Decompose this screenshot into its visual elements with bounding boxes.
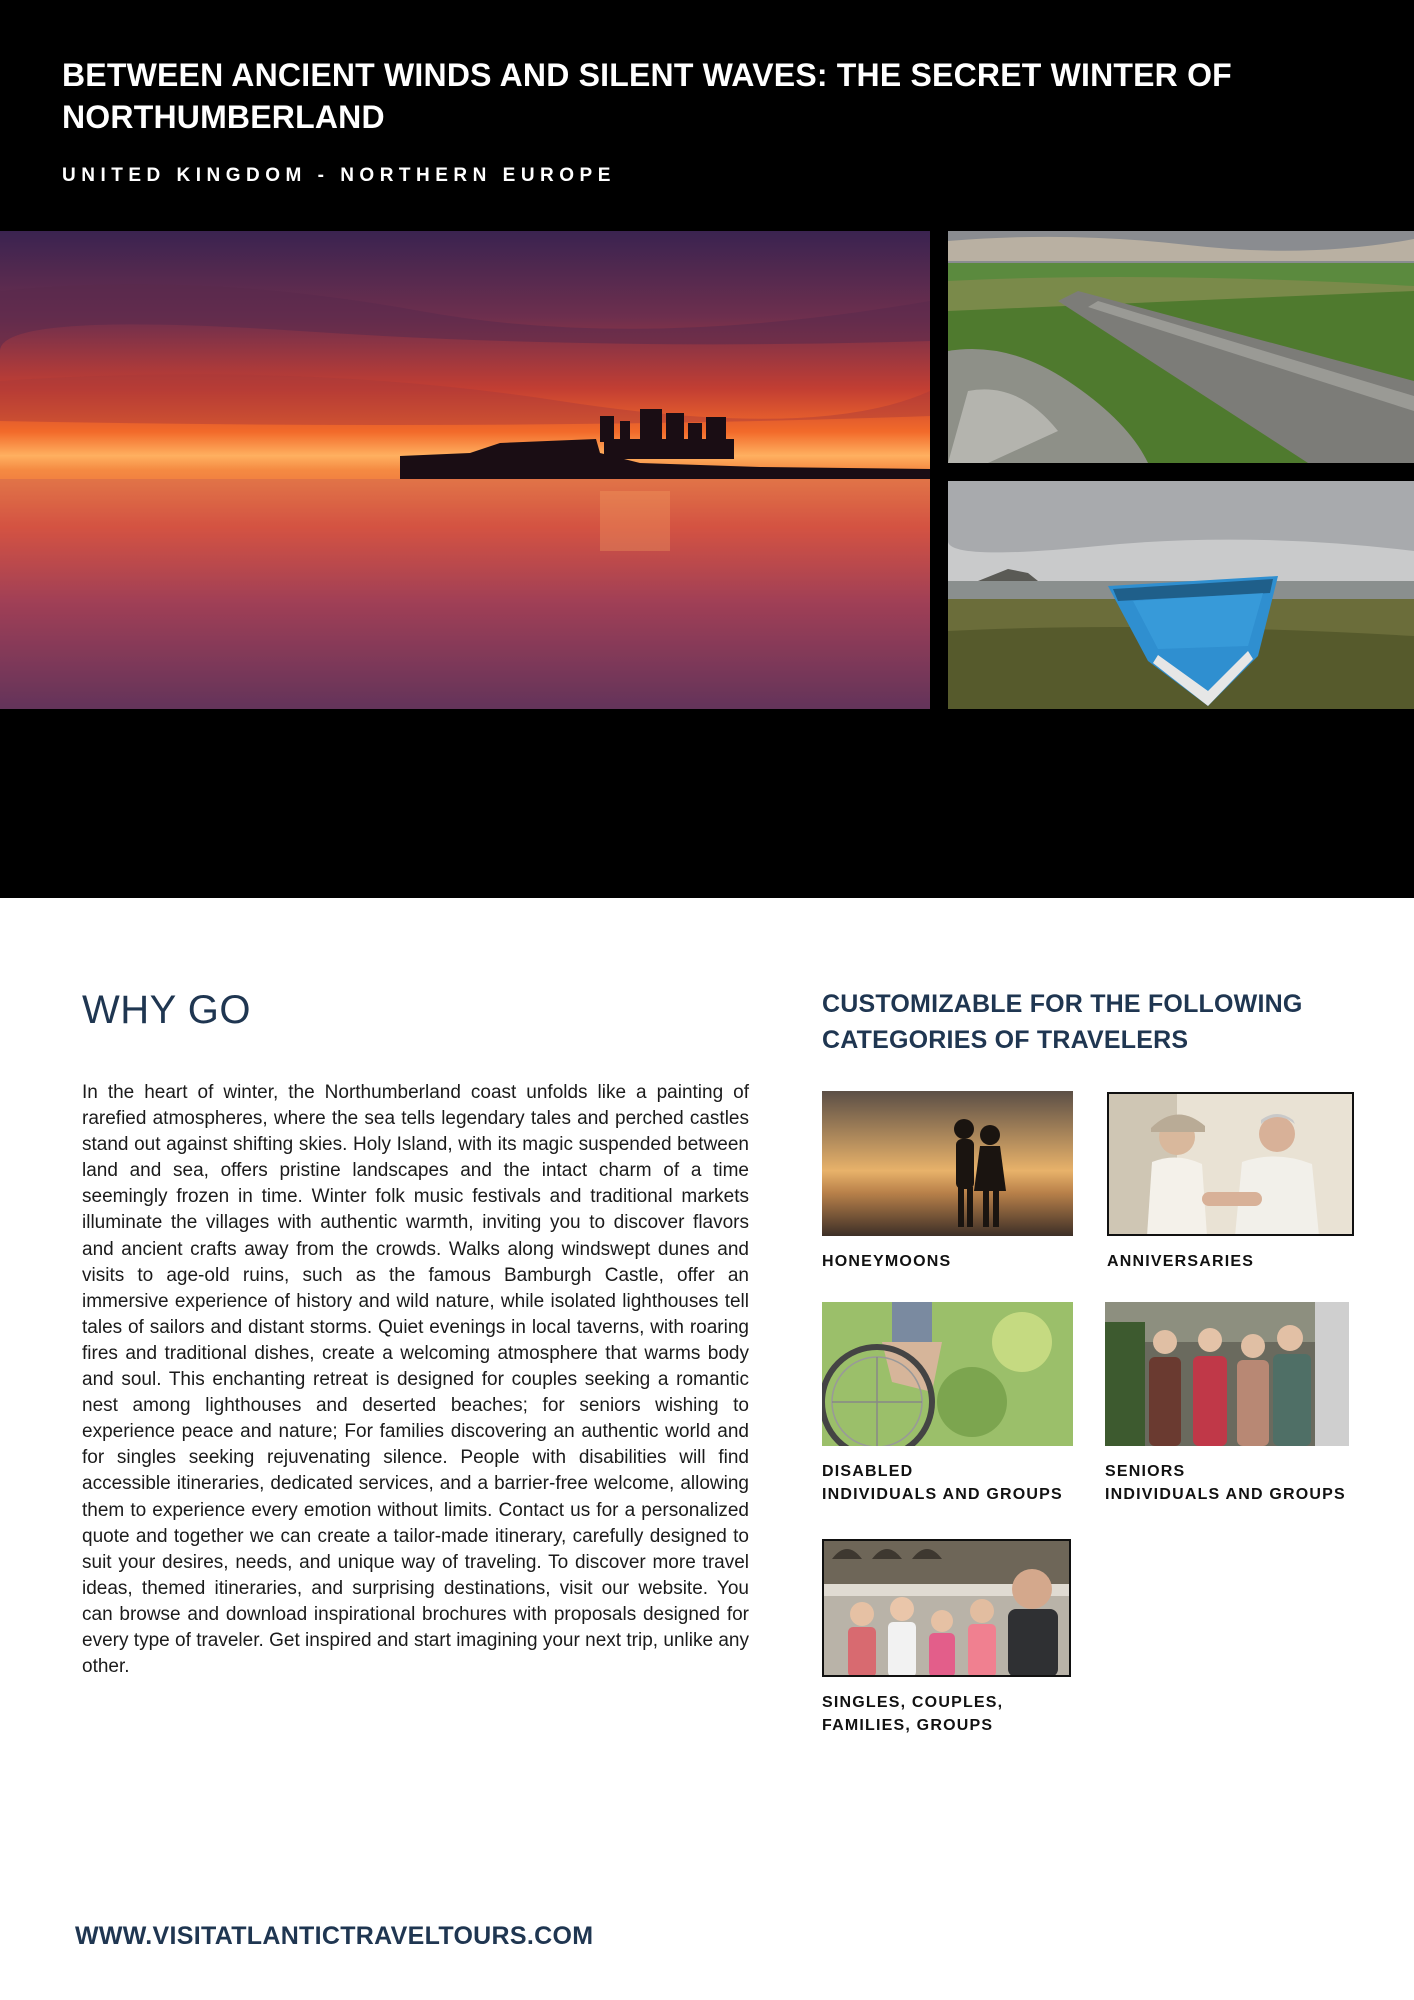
category-label-honeymoons: HONEYMOONS	[822, 1253, 952, 1270]
disabled-travelers-photo	[822, 1302, 1073, 1446]
stone-wall-landscape-photo	[948, 231, 1414, 463]
category-label-anniversaries: ANNIVERSARIES	[1107, 1253, 1255, 1270]
anniversaries-photo	[1107, 1092, 1354, 1236]
category-label-disabled: DISABLED INDIVIDUALS AND GROUPS	[822, 1463, 1063, 1503]
honeymoons-photo	[822, 1091, 1073, 1236]
page-subtitle: UNITED KINGDOM - NORTHERN EUROPE	[62, 165, 616, 186]
page-title: BETWEEN ANCIENT WINDS AND SILENT WAVES: THE SECRET WINTER OF NORTHUMBERLAND	[62, 57, 1232, 135]
category-label-seniors: SENIORS INDIVIDUALS AND GROUPS	[1105, 1463, 1346, 1503]
website-link[interactable]: WWW.VISITATLANTICTRAVELTOURS.COM	[75, 1922, 594, 1950]
why-go-description: In the heart of winter, the Northumberland coast unfolds like a painting of rarefied atmospheres, where the sea tells legendary tales and perched castles stand out against shifting skies. Holy Island, with its magic suspended between land and sea, offers pristine landscapes and the intact charm of a time seemingly frozen in time. Winter folk music festivals and traditional markets illuminate the villages with authentic warmth, inviting you to discover flavors and ancient crafts away from the crowds. Walks along windswept dunes and visits to age-old ruins, such as the famous Bamburgh Castle, offer an immersive experience of history and wild nature, while isolated lighthouses tell tales of sailors and distant storms. Quiet evenings in local taverns, with roaring fires and traditional dishes, create a welcoming atmosphere that warms body and soul. This enchanting retreat is designed for couples seeking a romantic nest among lighthouses and deserted beaches; for seniors wishing to experience peace and nature; For families discovering an authentic world and for singles seeking rejuvenating silence. People with disabilities will find accessible itineraries, dedicated services, and a barrier-free welcome, allowing them to experience every emotion without limits. Contact us for a personalized quote and together we can create a tailor-made itinerary, carefully designed to suit your desires, needs, and unique way of traveling. To discover more travel ideas, themed itineraries, and surprising destinations, visit our website. You can browse and download inspirational brochures with proposals designed for every type of traveler. Get inspired and start imagining your next trip, unlike any other.	[82, 1082, 749, 1678]
families-photo	[822, 1539, 1071, 1677]
hero-banner	[0, 0, 1414, 898]
blue-boat-photo	[948, 481, 1414, 709]
seniors-photo	[1105, 1302, 1349, 1446]
category-label-singles-families: SINGLES, COUPLES, FAMILIES, GROUPS	[822, 1694, 1004, 1734]
why-go-heading: WHY GO	[82, 988, 251, 1032]
castle-sunset-photo	[0, 231, 930, 709]
traveler-categories-heading: CUSTOMIZABLE FOR THE FOLLOWING CATEGORIES OF TRAVELERS	[822, 990, 1303, 1054]
